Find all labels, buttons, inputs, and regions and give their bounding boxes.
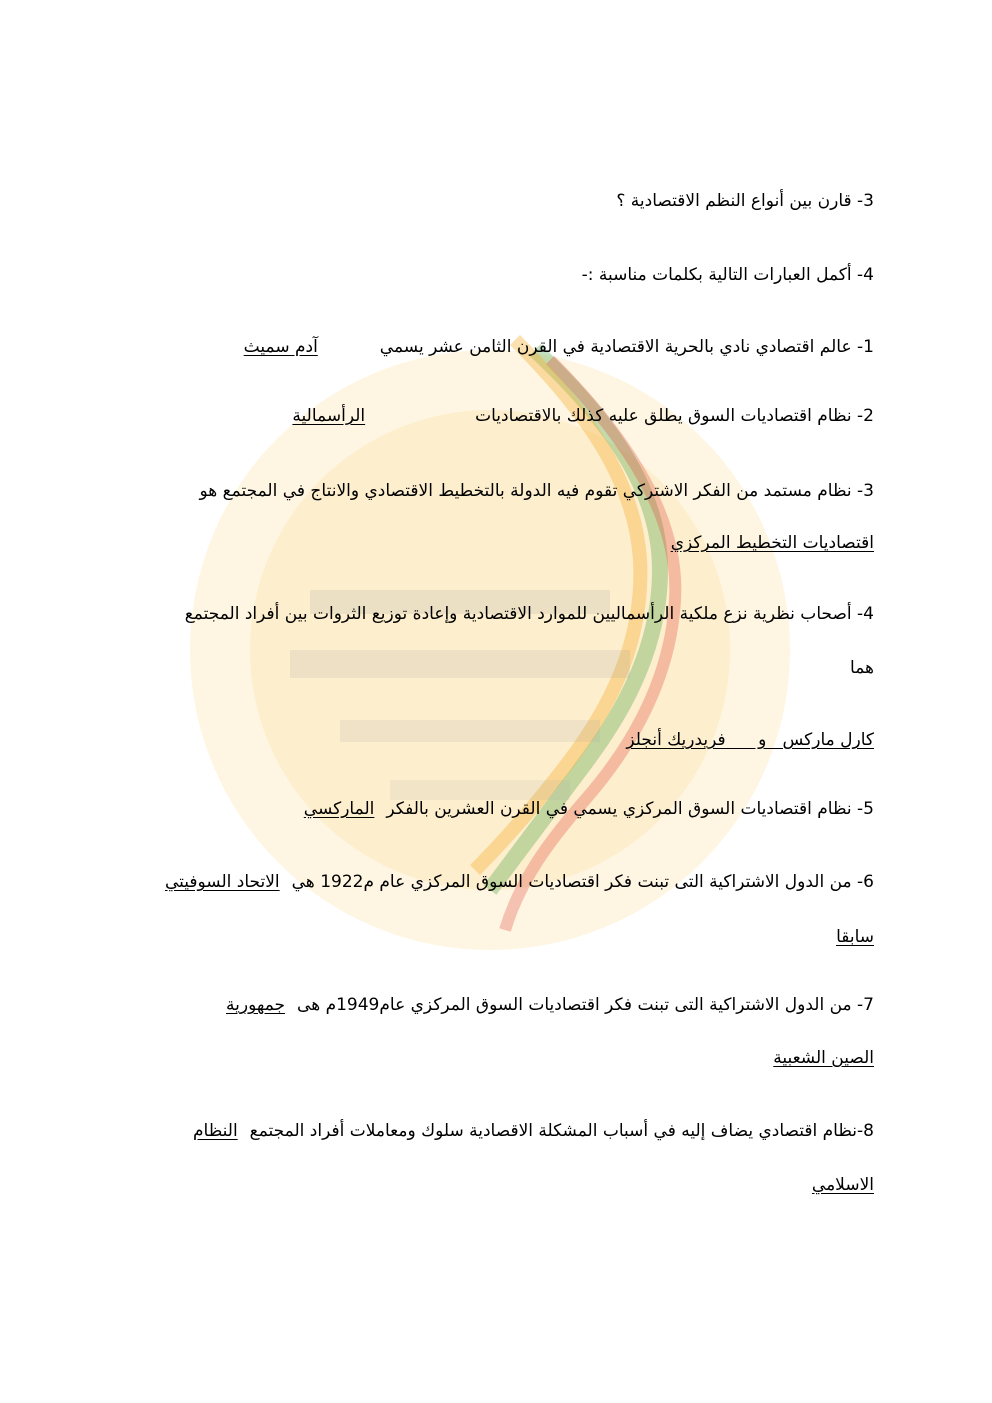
item-7-text: 7- من الدول الاشتراكية التى تبنت فكر اقتصاديات السوق المركزي عام1949م هى bbox=[297, 995, 874, 1015]
item-3-answer bbox=[671, 531, 874, 555]
item-8-answer-continued-text: الاسلامي bbox=[811, 1175, 874, 1195]
question-3: 3- قارن بين أنواع النظم الاقتصادية ؟ bbox=[616, 191, 874, 211]
item-5 bbox=[304, 797, 874, 821]
item-6 bbox=[165, 870, 874, 894]
item-7 bbox=[226, 993, 874, 1017]
item-7-answer-continued-text: الصين الشعبية bbox=[773, 1048, 874, 1068]
item-4: 4- أصحاب نظرية نزع ملكية الرأسماليين للموارد الاقتصادية وإعادة توزيع الثروات بين أفراد المجتمع bbox=[184, 604, 874, 624]
item-1-answer: آدم سميث bbox=[243, 337, 318, 357]
item-1 bbox=[244, 335, 874, 359]
item-1-text: 1- عالم اقتصادي نادي بالحرية الاقتصادية في القرن الثامن عشر يسمي bbox=[379, 337, 874, 357]
item-4-answer-text: كارل ماركس و فريدريك أنجلز bbox=[626, 730, 874, 750]
item-3-answer-text: اقتصاديات التخطيط المركزي bbox=[670, 533, 874, 553]
item-4-continuation: هما bbox=[850, 658, 874, 678]
item-7-answer: جمهورية bbox=[226, 995, 286, 1015]
item-8 bbox=[193, 1119, 874, 1143]
item-2-answer: الرأسمالية bbox=[292, 406, 366, 426]
item-8-answer: النظام bbox=[192, 1121, 238, 1141]
item-2-text: 2- نظام اقتصاديات السوق يطلق عليه كذلك بالاقتصاديات bbox=[475, 406, 874, 426]
item-5-text: 5- نظام اقتصاديات السوق المركزي يسمي في القرن العشرين بالفكر bbox=[386, 799, 874, 819]
item-3: 3- نظام مستمد من الفكر الاشتركي تقوم فيه الدولة بالتخطيط الاقتصادي والانتاج في المجتمع هو bbox=[199, 481, 874, 501]
item-6-text: 6- من الدول الاشتراكية التى تبنت فكر اقتصاديات السوق المركزي عام م1922 هي bbox=[291, 872, 874, 892]
item-8-text: 8-نظام اقتصادي يضاف إليه في أسباب المشكلة الاقصادية سلوك ومعاملات أفراد المجتمع bbox=[249, 1121, 874, 1141]
item-4-answer bbox=[626, 728, 874, 752]
question-4: 4- أكمل العبارات التالية بكلمات مناسبة :- bbox=[581, 265, 874, 285]
item-6-answer-continued bbox=[836, 925, 874, 949]
item-7-answer-continued bbox=[773, 1046, 874, 1070]
item-6-answer: الاتحاد السوفيتي bbox=[164, 872, 280, 892]
item-8-answer-continued bbox=[812, 1173, 874, 1197]
item-6-answer-continued-text: سابقا bbox=[836, 927, 874, 947]
item-5-answer: الماركسي bbox=[303, 799, 375, 819]
item-2 bbox=[292, 404, 874, 428]
